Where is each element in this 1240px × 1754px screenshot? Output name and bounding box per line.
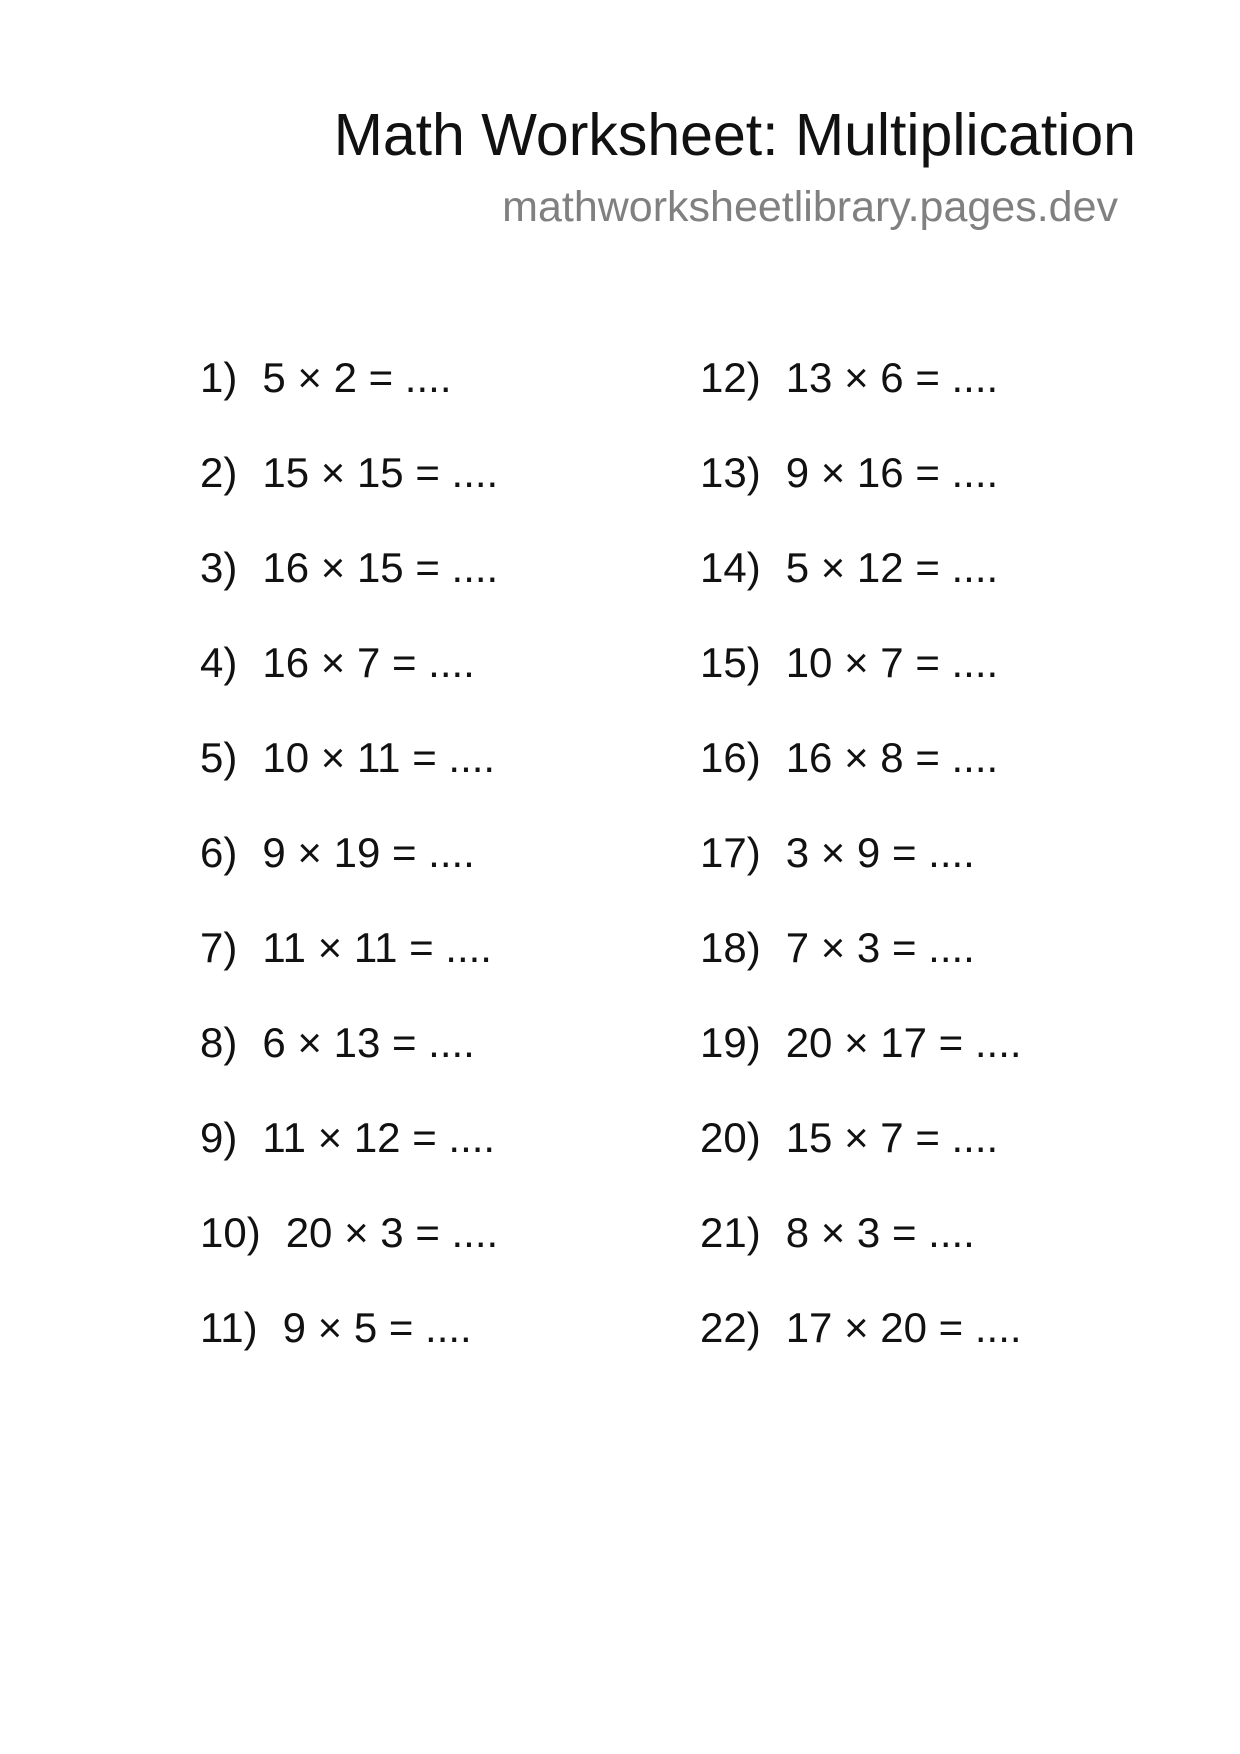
problem-expression: 9 × 16 = ....	[785, 449, 999, 496]
problem-item	[700, 922, 1022, 1017]
problem-item	[700, 1302, 1022, 1397]
problem-expression: 10 × 7 = ....	[785, 639, 999, 686]
problem-expression: 5 × 2 = ....	[262, 354, 452, 401]
problem-item	[700, 542, 1022, 637]
problem-expression: 10 × 11 = ....	[262, 734, 496, 781]
problem-expression: 11 × 12 = ....	[262, 1114, 496, 1161]
problem-item	[200, 922, 498, 1017]
problem-item	[200, 1207, 498, 1302]
problem-number: 18)	[700, 924, 761, 971]
problems-column-left	[200, 352, 498, 1397]
problem-expression: 20 × 3 = ....	[285, 1209, 499, 1256]
problem-number: 20)	[700, 1114, 761, 1161]
problem-item	[700, 352, 1022, 447]
problem-item	[200, 732, 498, 827]
problem-expression: 3 × 9 = ....	[785, 829, 975, 876]
problem-item	[700, 1017, 1022, 1112]
problem-number: 3)	[200, 544, 238, 591]
problem-item	[700, 827, 1022, 922]
problem-number: 4)	[200, 639, 238, 686]
problem-expression: 9 × 5 = ....	[282, 1304, 472, 1351]
problem-number: 15)	[700, 639, 761, 686]
problem-number: 11)	[200, 1304, 258, 1351]
problem-number: 13)	[700, 449, 761, 496]
problem-expression: 5 × 12 = ....	[785, 544, 999, 591]
problem-item	[200, 447, 498, 542]
problem-expression: 8 × 3 = ....	[785, 1209, 975, 1256]
problem-number: 14)	[700, 544, 761, 591]
problem-number: 1)	[200, 354, 238, 401]
problem-number: 17)	[700, 829, 761, 876]
problems-column-right	[700, 352, 1022, 1397]
problem-number: 10)	[200, 1209, 261, 1256]
problem-number: 7)	[200, 924, 238, 971]
problem-expression: 7 × 3 = ....	[785, 924, 975, 971]
problem-number: 16)	[700, 734, 761, 781]
problem-number: 9)	[200, 1114, 238, 1161]
problem-expression: 9 × 19 = ....	[262, 829, 475, 876]
problem-item	[700, 1112, 1022, 1207]
problem-expression: 16 × 8 = ....	[785, 734, 999, 781]
problem-item	[200, 1017, 498, 1112]
website-url: mathworksheetlibrary.pages.dev	[502, 183, 1118, 231]
problem-expression: 16 × 7 = ....	[262, 639, 475, 686]
problem-number: 2)	[200, 449, 238, 496]
problem-expression: 16 × 15 = ....	[262, 544, 499, 591]
problem-number: 21)	[700, 1209, 761, 1256]
problem-expression: 6 × 13 = ....	[262, 1019, 475, 1066]
problem-expression: 13 × 6 = ....	[785, 354, 999, 401]
problem-item	[700, 732, 1022, 827]
problem-item	[700, 447, 1022, 542]
problem-expression: 15 × 15 = ....	[262, 449, 499, 496]
problem-number: 6)	[200, 829, 238, 876]
problem-expression: 11 × 11 = ....	[262, 924, 492, 971]
problem-expression: 17 × 20 = ....	[785, 1304, 1022, 1351]
problem-item	[700, 1207, 1022, 1302]
worksheet-title: Math Worksheet: Multiplication	[333, 102, 1136, 168]
problem-number: 12)	[700, 354, 761, 401]
problem-item	[200, 352, 498, 447]
problem-item	[200, 637, 498, 732]
problem-item	[200, 542, 498, 637]
problem-item	[200, 1112, 498, 1207]
problem-number: 8)	[200, 1019, 238, 1066]
problem-item	[700, 637, 1022, 732]
problem-number: 22)	[700, 1304, 761, 1351]
problem-expression: 15 × 7 = ....	[785, 1114, 999, 1161]
problem-number: 5)	[200, 734, 238, 781]
problem-expression: 20 × 17 = ....	[785, 1019, 1022, 1066]
problem-item	[200, 1302, 498, 1397]
problem-item	[200, 827, 498, 922]
problem-number: 19)	[700, 1019, 761, 1066]
